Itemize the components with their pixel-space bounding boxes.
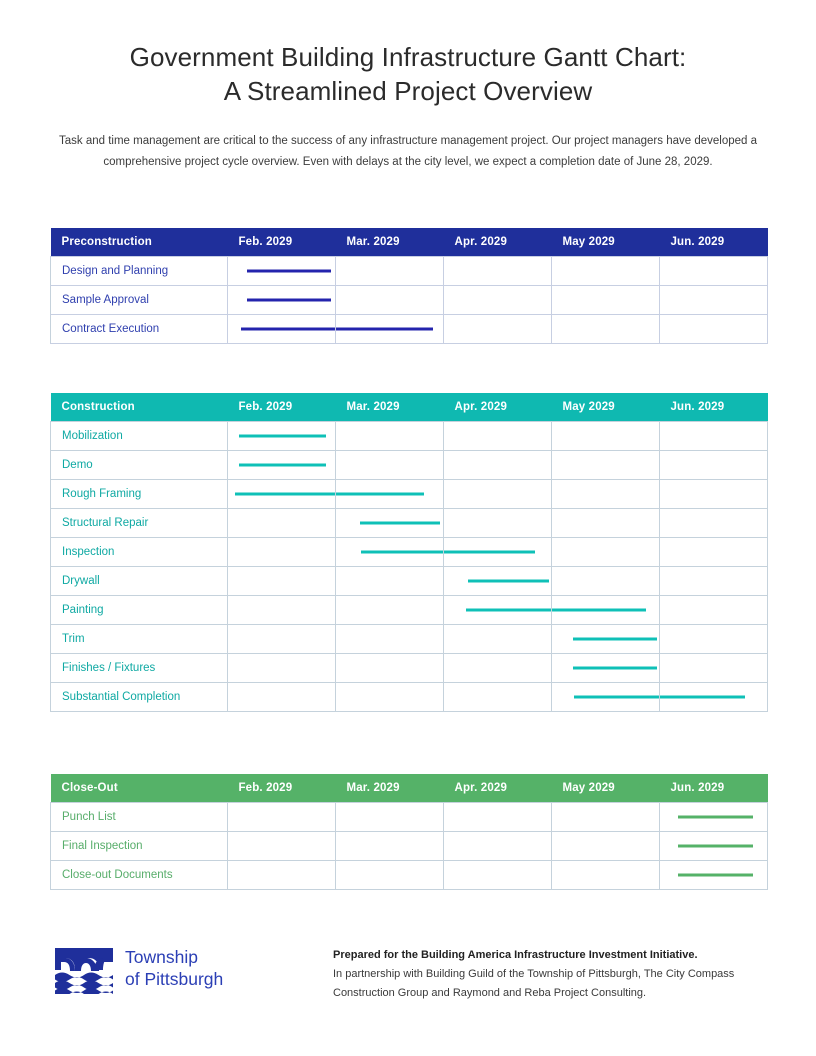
month-header: Mar. 2029 bbox=[336, 393, 444, 422]
task-label: Rough Framing bbox=[51, 480, 228, 509]
gantt-bar-segment bbox=[361, 551, 443, 554]
gantt-cell bbox=[228, 315, 336, 344]
page-footer bbox=[0, 930, 816, 1040]
month-header: Apr. 2029 bbox=[444, 228, 552, 257]
gantt-cell bbox=[228, 683, 336, 712]
month-header: May 2029 bbox=[552, 228, 660, 257]
table-row bbox=[51, 654, 768, 683]
task-label: Inspection bbox=[51, 538, 228, 567]
phase-header: Close-Out bbox=[51, 774, 228, 803]
gantt-cell bbox=[336, 257, 444, 286]
gantt-cell bbox=[552, 480, 660, 509]
gantt-table bbox=[50, 774, 768, 890]
gantt-cell bbox=[552, 683, 660, 712]
gantt-bar-segment bbox=[678, 874, 753, 877]
table-row bbox=[51, 625, 768, 654]
gantt-cell bbox=[660, 596, 768, 625]
month-header: Apr. 2029 bbox=[444, 393, 552, 422]
gantt-cell bbox=[552, 286, 660, 315]
gantt-cell bbox=[552, 538, 660, 567]
month-header: May 2029 bbox=[552, 774, 660, 803]
gantt-cell bbox=[444, 654, 552, 683]
gantt-bar-segment bbox=[360, 522, 440, 525]
table-row bbox=[51, 315, 768, 344]
task-label: Design and Planning bbox=[51, 257, 228, 286]
gantt-cell bbox=[336, 422, 444, 451]
task-label: Finishes / Fixtures bbox=[51, 654, 228, 683]
gantt-section-preconstruction bbox=[0, 228, 816, 344]
gantt-cell bbox=[660, 451, 768, 480]
gantt-cell bbox=[444, 480, 552, 509]
month-header: Mar. 2029 bbox=[336, 774, 444, 803]
gantt-cell bbox=[336, 803, 444, 832]
gantt-cell bbox=[660, 538, 768, 567]
gantt-cell bbox=[444, 861, 552, 890]
gantt-tables-container bbox=[0, 228, 816, 890]
month-header: Jun. 2029 bbox=[660, 774, 768, 803]
month-header: Feb. 2029 bbox=[228, 774, 336, 803]
gantt-table bbox=[50, 393, 768, 712]
gantt-cell bbox=[228, 803, 336, 832]
table-row bbox=[51, 832, 768, 861]
month-header: Jun. 2029 bbox=[660, 393, 768, 422]
gantt-cell bbox=[552, 509, 660, 538]
gantt-table bbox=[50, 228, 768, 344]
table-row bbox=[51, 538, 768, 567]
gantt-cell bbox=[444, 451, 552, 480]
table-row bbox=[51, 286, 768, 315]
table-row bbox=[51, 567, 768, 596]
gantt-bar-segment bbox=[336, 328, 433, 331]
gantt-bar-segment bbox=[444, 551, 535, 554]
gantt-cell bbox=[552, 803, 660, 832]
gantt-bar-segment bbox=[573, 638, 656, 641]
gantt-cell bbox=[228, 596, 336, 625]
task-label: Punch List bbox=[51, 803, 228, 832]
gantt-cell bbox=[552, 832, 660, 861]
gantt-section-close-out bbox=[0, 774, 816, 890]
gantt-cell bbox=[552, 451, 660, 480]
bridge-icon bbox=[55, 944, 113, 994]
gantt-cell bbox=[228, 257, 336, 286]
gantt-cell bbox=[228, 451, 336, 480]
gantt-cell bbox=[336, 596, 444, 625]
gantt-cell bbox=[444, 803, 552, 832]
intro-paragraph: Task and time management are critical to the success of any infrastructure management project. Our project managers have developed a comprehensive project cycle overview. Even with delays at the city level, we expect a completion date of June 28, 2029. bbox=[58, 134, 758, 168]
gantt-cell bbox=[552, 567, 660, 596]
gantt-cell bbox=[660, 861, 768, 890]
gantt-bar-segment bbox=[239, 464, 327, 467]
gantt-cell bbox=[444, 625, 552, 654]
gantt-cell bbox=[660, 832, 768, 861]
table-row bbox=[51, 509, 768, 538]
gantt-cell bbox=[336, 683, 444, 712]
page-title-line-1: Government Building Infrastructure Gantt Chart: bbox=[129, 42, 687, 72]
gantt-cell bbox=[444, 567, 552, 596]
gantt-cell bbox=[336, 451, 444, 480]
gantt-cell bbox=[444, 509, 552, 538]
gantt-cell bbox=[444, 257, 552, 286]
gantt-cell bbox=[336, 286, 444, 315]
gantt-cell bbox=[228, 422, 336, 451]
task-label: Close-out Documents bbox=[51, 861, 228, 890]
gantt-cell bbox=[552, 625, 660, 654]
task-label: Sample Approval bbox=[51, 286, 228, 315]
table-row bbox=[51, 861, 768, 890]
gantt-bar-segment bbox=[247, 299, 330, 302]
gantt-cell bbox=[552, 422, 660, 451]
gantt-bar-segment bbox=[678, 845, 753, 848]
gantt-cell bbox=[444, 683, 552, 712]
gantt-cell bbox=[444, 286, 552, 315]
gantt-cell bbox=[228, 832, 336, 861]
logo-wordmark-line-1: Township bbox=[125, 947, 198, 968]
page-header bbox=[0, 0, 816, 172]
table-header-row bbox=[51, 774, 768, 803]
page-title-line-2: A Streamlined Project Overview bbox=[223, 76, 593, 107]
gantt-cell bbox=[552, 315, 660, 344]
gantt-bar-segment bbox=[573, 667, 656, 670]
gantt-cell bbox=[228, 567, 336, 596]
task-label: Structural Repair bbox=[51, 509, 228, 538]
month-header: Mar. 2029 bbox=[336, 228, 444, 257]
gantt-cell bbox=[444, 315, 552, 344]
gantt-cell bbox=[336, 832, 444, 861]
gantt-cell bbox=[552, 861, 660, 890]
task-label: Painting bbox=[51, 596, 228, 625]
gantt-bar-segment bbox=[678, 816, 753, 819]
month-header: Feb. 2029 bbox=[228, 228, 336, 257]
gantt-section-construction bbox=[0, 393, 816, 712]
gantt-bar-segment bbox=[241, 328, 335, 331]
gantt-cell bbox=[660, 480, 768, 509]
gantt-cell bbox=[336, 509, 444, 538]
table-row bbox=[51, 422, 768, 451]
gantt-bar-segment bbox=[574, 696, 659, 699]
gantt-cell bbox=[228, 861, 336, 890]
footer-prepared-for: Prepared for the Building America Infrastructure Investment Initiative. bbox=[333, 949, 698, 961]
gantt-cell bbox=[660, 625, 768, 654]
gantt-cell bbox=[228, 286, 336, 315]
gantt-cell bbox=[552, 257, 660, 286]
township-logo bbox=[55, 944, 223, 994]
table-header-row bbox=[51, 228, 768, 257]
task-label: Demo bbox=[51, 451, 228, 480]
gantt-bar-segment bbox=[468, 580, 549, 583]
table-row bbox=[51, 480, 768, 509]
gantt-cell bbox=[228, 654, 336, 683]
phase-header: Construction bbox=[51, 393, 228, 422]
gantt-cell bbox=[444, 538, 552, 567]
gantt-cell bbox=[660, 286, 768, 315]
gantt-cell bbox=[228, 509, 336, 538]
logo-wordmark-line-2: of Pittsburgh bbox=[125, 969, 224, 989]
gantt-cell bbox=[660, 803, 768, 832]
gantt-cell bbox=[552, 654, 660, 683]
table-row bbox=[51, 257, 768, 286]
table-row bbox=[51, 803, 768, 832]
task-label: Drywall bbox=[51, 567, 228, 596]
footer-credits bbox=[333, 946, 763, 1003]
task-label: Substantial Completion bbox=[51, 683, 228, 712]
task-label: Mobilization bbox=[51, 422, 228, 451]
gantt-cell bbox=[336, 654, 444, 683]
gantt-cell bbox=[336, 625, 444, 654]
gantt-cell bbox=[444, 832, 552, 861]
gantt-cell bbox=[552, 596, 660, 625]
gantt-cell bbox=[336, 315, 444, 344]
month-header: May 2029 bbox=[552, 393, 660, 422]
gantt-cell bbox=[660, 257, 768, 286]
month-header: Feb. 2029 bbox=[228, 393, 336, 422]
gantt-cell bbox=[336, 538, 444, 567]
footer-partnership: In partnership with Building Guild of the Township of Pittsburgh, The City Compass Construction Group and Raymond and Reba Project Consulting. bbox=[333, 968, 735, 1000]
gantt-bar-segment bbox=[336, 493, 424, 496]
gantt-cell bbox=[336, 567, 444, 596]
table-row bbox=[51, 596, 768, 625]
gantt-cell bbox=[228, 480, 336, 509]
phase-header: Preconstruction bbox=[51, 228, 228, 257]
gantt-cell bbox=[336, 861, 444, 890]
gantt-cell bbox=[660, 683, 768, 712]
gantt-cell bbox=[660, 567, 768, 596]
gantt-bar-segment bbox=[247, 270, 330, 273]
table-row bbox=[51, 683, 768, 712]
gantt-cell bbox=[444, 596, 552, 625]
month-header: Jun. 2029 bbox=[660, 228, 768, 257]
gantt-bar-segment bbox=[660, 696, 745, 699]
gantt-cell bbox=[660, 509, 768, 538]
task-label: Contract Execution bbox=[51, 315, 228, 344]
gantt-cell bbox=[660, 315, 768, 344]
table-row bbox=[51, 451, 768, 480]
gantt-cell bbox=[336, 480, 444, 509]
gantt-bar-segment bbox=[239, 435, 327, 438]
gantt-bar-segment bbox=[466, 609, 551, 612]
gantt-cell bbox=[660, 422, 768, 451]
month-header: Apr. 2029 bbox=[444, 774, 552, 803]
gantt-bar-segment bbox=[552, 609, 646, 612]
gantt-bar-segment bbox=[235, 493, 335, 496]
gantt-cell bbox=[228, 625, 336, 654]
task-label: Final Inspection bbox=[51, 832, 228, 861]
task-label: Trim bbox=[51, 625, 228, 654]
logo-wordmark bbox=[125, 947, 223, 990]
gantt-cell bbox=[228, 538, 336, 567]
gantt-cell bbox=[444, 422, 552, 451]
gantt-cell bbox=[660, 654, 768, 683]
table-header-row bbox=[51, 393, 768, 422]
